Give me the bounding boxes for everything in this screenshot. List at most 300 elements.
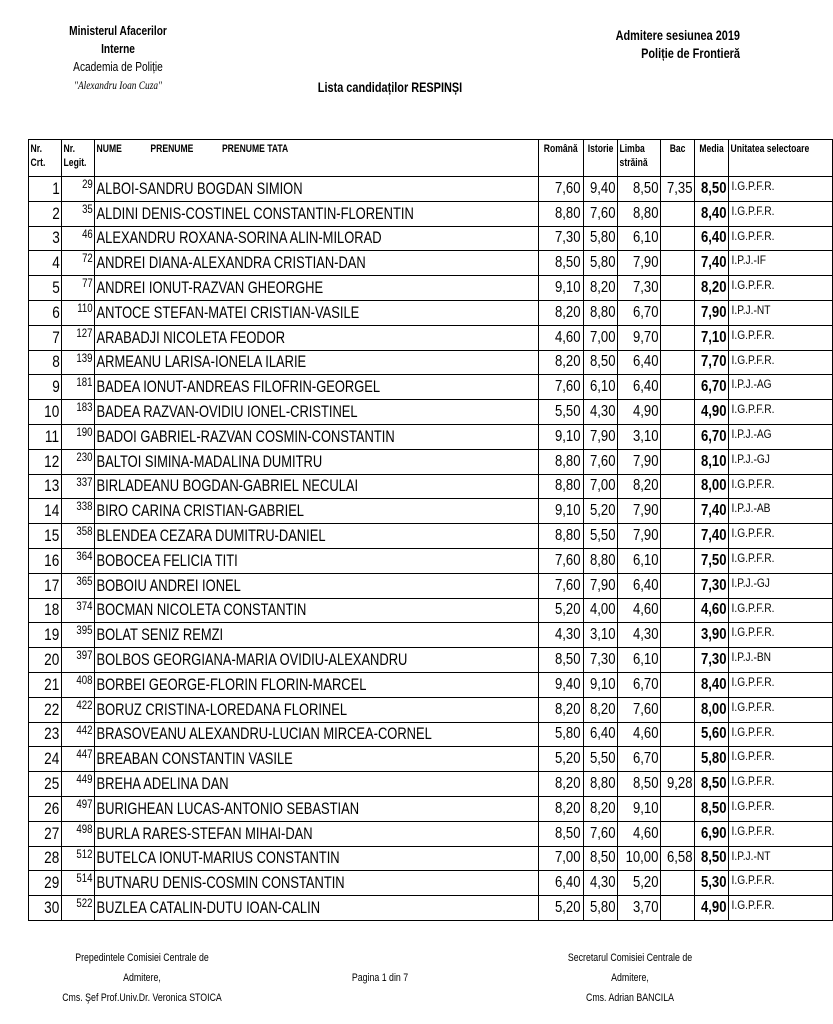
cell-nr-legit: 365 [62,573,95,598]
cell-media: 6,70 [694,375,728,400]
cell-istorie: 7,60 [583,821,617,846]
cell-istorie: 8,50 [583,350,617,375]
col-bac: Bac [660,140,694,177]
table-row [29,251,833,276]
cell-limba-straina: 6,40 [617,573,660,598]
cell-istorie: 8,80 [583,300,617,325]
cell-romana: 8,80 [539,449,583,474]
cell-bac [660,400,694,425]
table-row [29,177,833,202]
cell-candidate-name: BORUZ CRISTINA-LOREDANA FLORINEL [95,697,539,722]
cell-bac [660,375,694,400]
table-row [29,821,833,846]
cell-nr-crt: 10 [29,400,62,425]
cell-candidate-name: BREHA ADELINA DAN [95,772,539,797]
cell-bac [660,697,694,722]
footer-secretary [530,948,730,1008]
table-row [29,648,833,673]
cell-unitatea: I.P.J.-AB [729,499,833,524]
secretary-name: Cms. Adrian BANCILA [585,992,675,1004]
cell-nr-legit: 110 [62,300,95,325]
cell-nr-legit: 35 [62,201,95,226]
cell-romana: 5,20 [539,747,583,772]
cell-nr-crt: 29 [29,871,62,896]
cell-limba-straina: 8,80 [617,201,660,226]
cell-nr-legit: 181 [62,375,95,400]
table-row [29,350,833,375]
cell-limba-straina: 3,10 [617,424,660,449]
cell-media: 7,30 [694,648,728,673]
cell-bac [660,449,694,474]
cell-bac [660,300,694,325]
cell-romana: 8,80 [539,201,583,226]
cell-nr-legit: 338 [62,499,95,524]
cell-bac [660,201,694,226]
cell-bac [660,251,694,276]
cell-istorie: 4,30 [583,871,617,896]
cell-nr-crt: 11 [29,424,62,449]
cell-nr-legit: 449 [62,772,95,797]
cell-nr-legit: 514 [62,871,95,896]
table-body [29,177,833,921]
cell-romana: 5,20 [539,896,583,921]
cell-unitatea: I.G.P.F.R. [729,821,833,846]
cell-media: 8,20 [694,276,728,301]
cell-media: 5,30 [694,871,728,896]
table-row [29,747,833,772]
cell-unitatea: I.P.J.-AG [729,375,833,400]
cell-nr-crt: 9 [29,375,62,400]
cell-romana: 7,60 [539,548,583,573]
cell-istorie: 8,20 [583,276,617,301]
cell-candidate-name: ALBOI-SANDRU BOGDAN SIMION [95,177,539,202]
cell-romana: 9,10 [539,276,583,301]
cell-nr-crt: 28 [29,846,62,871]
cell-unitatea: I.G.P.F.R. [729,672,833,697]
cell-candidate-name: BADEA RAZVAN-OVIDIU IONEL-CRISTINEL [95,400,539,425]
table-row [29,226,833,251]
cell-nr-crt: 24 [29,747,62,772]
cell-media: 7,70 [694,350,728,375]
cell-limba-straina: 4,60 [617,821,660,846]
academy-subname: "Alexandru Ioan Cuza" [74,78,162,92]
cell-nr-crt: 27 [29,821,62,846]
table-row [29,449,833,474]
cell-unitatea: I.P.J.-NT [729,300,833,325]
cell-bac [660,548,694,573]
cell-istorie: 3,10 [583,623,617,648]
cell-unitatea: I.G.P.F.R. [729,747,833,772]
cell-nr-crt: 30 [29,896,62,921]
cell-romana: 7,60 [539,573,583,598]
cell-nr-legit: 497 [62,796,95,821]
cell-bac [660,672,694,697]
cell-media: 8,00 [694,474,728,499]
cell-unitatea: I.G.P.F.R. [729,325,833,350]
cell-limba-straina: 6,10 [617,226,660,251]
cell-candidate-name: BURIGHEAN LUCAS-ANTONIO SEBASTIAN [95,796,539,821]
col-unitatea: Unitatea selectoare [729,140,833,177]
cell-unitatea: I.G.P.F.R. [729,598,833,623]
cell-unitatea: I.G.P.F.R. [729,772,833,797]
cell-romana: 4,30 [539,623,583,648]
cell-romana: 8,50 [539,821,583,846]
cell-unitatea: I.P.J.-AG [729,424,833,449]
cell-romana: 7,60 [539,375,583,400]
cell-bac [660,722,694,747]
cell-nr-legit: 29 [62,177,95,202]
cell-media: 7,10 [694,325,728,350]
cell-media: 5,80 [694,747,728,772]
cell-limba-straina: 4,60 [617,598,660,623]
cell-limba-straina: 8,20 [617,474,660,499]
table-row [29,846,833,871]
cell-nr-legit: 408 [62,672,95,697]
cell-romana: 8,20 [539,796,583,821]
cell-limba-straina: 6,10 [617,648,660,673]
col-limba: Limba străină [617,140,660,177]
cell-nr-legit: 447 [62,747,95,772]
cell-nr-crt: 14 [29,499,62,524]
cell-nr-legit: 190 [62,424,95,449]
cell-nr-legit: 422 [62,697,95,722]
cell-candidate-name: BOLBOS GEORGIANA-MARIA OVIDIU-ALEXANDRU [95,648,539,673]
cell-istorie: 8,20 [583,697,617,722]
cell-nr-crt: 4 [29,251,62,276]
cell-istorie: 8,50 [583,846,617,871]
cell-unitatea: I.G.P.F.R. [729,871,833,896]
cell-istorie: 7,60 [583,201,617,226]
cell-unitatea: I.P.J.-IF [729,251,833,276]
cell-istorie: 4,30 [583,400,617,425]
cell-bac [660,474,694,499]
table-row [29,276,833,301]
cell-istorie: 7,00 [583,325,617,350]
cell-nr-crt: 18 [29,598,62,623]
cell-unitatea: I.G.P.F.R. [729,474,833,499]
cell-istorie: 4,00 [583,598,617,623]
page-title: Lista candidaților RESPINȘI [317,79,463,95]
cell-candidate-name: ALEXANDRU ROXANA-SORINA ALIN-MILORAD [95,226,539,251]
cell-media: 4,90 [694,896,728,921]
cell-nr-crt: 6 [29,300,62,325]
cell-romana: 7,60 [539,177,583,202]
cell-nr-legit: 442 [62,722,95,747]
cell-nr-legit: 46 [62,226,95,251]
cell-limba-straina: 4,90 [617,400,660,425]
cell-bac [660,648,694,673]
president-title: Prepedintele Comisiei Centrale de Admitere, [75,952,209,984]
cell-nr-legit: 337 [62,474,95,499]
cell-nr-legit: 395 [62,623,95,648]
cell-limba-straina: 6,40 [617,350,660,375]
cell-candidate-name: BRASOVEANU ALEXANDRU-LUCIAN MIRCEA-CORNEL [95,722,539,747]
cell-nr-legit: 512 [62,846,95,871]
cell-istorie: 7,60 [583,449,617,474]
cell-unitatea: I.G.P.F.R. [729,697,833,722]
cell-media: 7,90 [694,300,728,325]
footer-president [42,948,242,1008]
cell-media: 7,30 [694,573,728,598]
cell-romana: 5,20 [539,598,583,623]
cell-romana: 9,40 [539,672,583,697]
cell-istorie: 5,80 [583,251,617,276]
cell-unitatea: I.G.P.F.R. [729,623,833,648]
session-title: Admitere sesiunea 2019 [615,27,740,43]
cell-unitatea: I.G.P.F.R. [729,276,833,301]
cell-unitatea: I.G.P.F.R. [729,524,833,549]
table-row [29,623,833,648]
table-row [29,300,833,325]
cell-nr-crt: 12 [29,449,62,474]
cell-unitatea: I.P.J.-NT [729,846,833,871]
cell-nr-legit: 358 [62,524,95,549]
cell-unitatea: I.G.P.F.R. [729,201,833,226]
table-row [29,499,833,524]
cell-istorie: 8,80 [583,772,617,797]
cell-romana: 6,40 [539,871,583,896]
cell-nr-crt: 20 [29,648,62,673]
cell-nr-crt: 17 [29,573,62,598]
cell-candidate-name: BALTOI SIMINA-MADALINA DUMITRU [95,449,539,474]
cell-media: 8,00 [694,697,728,722]
cell-istorie: 6,10 [583,375,617,400]
cell-romana: 8,20 [539,350,583,375]
cell-nr-legit: 127 [62,325,95,350]
cell-candidate-name: ANDREI DIANA-ALEXANDRA CRISTIAN-DAN [95,251,539,276]
cell-romana: 8,20 [539,772,583,797]
table-row [29,896,833,921]
cell-unitatea: I.G.P.F.R. [729,177,833,202]
table-row [29,424,833,449]
cell-media: 3,90 [694,623,728,648]
col-nr-crt: Nr. Crt. [29,140,62,177]
cell-media: 6,90 [694,821,728,846]
cell-limba-straina: 6,40 [617,375,660,400]
table-header-row [29,140,833,177]
cell-media: 6,40 [694,226,728,251]
cell-bac [660,424,694,449]
table-row [29,375,833,400]
cell-bac [660,276,694,301]
cell-bac [660,325,694,350]
cell-bac [660,796,694,821]
cell-bac [660,573,694,598]
cell-bac [660,226,694,251]
cell-limba-straina: 4,60 [617,722,660,747]
cell-media: 8,10 [694,449,728,474]
table-row [29,573,833,598]
col-romana: Română [539,140,583,177]
cell-candidate-name: BIRLADEANU BOGDAN-GABRIEL NECULAI [95,474,539,499]
cell-candidate-name: BIRO CARINA CRISTIAN-GABRIEL [95,499,539,524]
cell-nr-crt: 15 [29,524,62,549]
cell-bac [660,499,694,524]
table-row [29,796,833,821]
cell-romana: 7,00 [539,846,583,871]
cell-nr-legit: 183 [62,400,95,425]
cell-limba-straina: 6,70 [617,747,660,772]
cell-candidate-name: ALDINI DENIS-COSTINEL CONSTANTIN-FLORENTIN [95,201,539,226]
cell-nr-legit: 374 [62,598,95,623]
table-row [29,548,833,573]
cell-unitatea: I.G.P.F.R. [729,796,833,821]
cell-media: 7,40 [694,499,728,524]
cell-candidate-name: BUZLEA CATALIN-DUTU IOAN-CALIN [95,896,539,921]
cell-bac: 6,58 [660,846,694,871]
cell-istorie: 5,50 [583,747,617,772]
cell-unitatea: I.P.J.-GJ [729,573,833,598]
cell-candidate-name: BREABAN CONSTANTIN VASILE [95,747,539,772]
cell-limba-straina: 10,00 [617,846,660,871]
cell-candidate-name: BOBOIU ANDREI IONEL [95,573,539,598]
cell-nr-legit: 72 [62,251,95,276]
cell-nr-legit: 139 [62,350,95,375]
cell-nr-crt: 26 [29,796,62,821]
cell-candidate-name: BUTNARU DENIS-COSMIN CONSTANTIN [95,871,539,896]
cell-limba-straina: 7,60 [617,697,660,722]
session-header [540,26,740,62]
cell-romana: 8,50 [539,648,583,673]
cell-nr-crt: 2 [29,201,62,226]
cell-limba-straina: 6,70 [617,672,660,697]
cell-nr-crt: 8 [29,350,62,375]
cell-romana: 5,80 [539,722,583,747]
institution-header [38,22,198,94]
cell-romana: 8,20 [539,300,583,325]
cell-romana: 9,10 [539,424,583,449]
cell-media: 6,70 [694,424,728,449]
cell-nr-crt: 22 [29,697,62,722]
cell-istorie: 7,90 [583,424,617,449]
cell-istorie: 8,20 [583,796,617,821]
cell-limba-straina: 7,90 [617,499,660,524]
cell-nr-crt: 23 [29,722,62,747]
cell-romana: 8,50 [539,251,583,276]
cell-nr-legit: 77 [62,276,95,301]
cell-limba-straina: 4,30 [617,623,660,648]
cell-limba-straina: 8,50 [617,772,660,797]
cell-istorie: 8,80 [583,548,617,573]
cell-candidate-name: ANDREI IONUT-RAZVAN GHEORGHE [95,276,539,301]
cell-candidate-name: BOLAT SENIZ REMZI [95,623,539,648]
cell-unitatea: I.P.J.-GJ [729,449,833,474]
cell-istorie: 9,10 [583,672,617,697]
table-row [29,400,833,425]
candidates-table [28,139,833,921]
session-section: Poliție de Frontieră [641,45,740,61]
cell-bac: 9,28 [660,772,694,797]
cell-romana: 8,80 [539,474,583,499]
cell-unitatea: I.G.P.F.R. [729,722,833,747]
table-row [29,697,833,722]
cell-istorie: 7,30 [583,648,617,673]
cell-bac [660,623,694,648]
cell-media: 8,40 [694,672,728,697]
ministry-name: Ministerul Afacerilor [69,23,167,38]
cell-bac [660,598,694,623]
ministry-name-cont: Interne [101,41,135,56]
cell-media: 4,60 [694,598,728,623]
table-row [29,325,833,350]
cell-limba-straina: 9,70 [617,325,660,350]
table-row [29,722,833,747]
cell-media: 8,50 [694,177,728,202]
academy-name: Academia de Poliție [73,59,163,74]
cell-limba-straina: 7,90 [617,524,660,549]
table-row [29,772,833,797]
cell-romana: 8,80 [539,524,583,549]
cell-media: 4,90 [694,400,728,425]
cell-media: 8,50 [694,846,728,871]
cell-bac [660,350,694,375]
cell-istorie: 5,50 [583,524,617,549]
table-row [29,672,833,697]
cell-unitatea: I.G.P.F.R. [729,350,833,375]
cell-romana: 7,30 [539,226,583,251]
cell-candidate-name: BLENDEA CEZARA DUMITRU-DANIEL [95,524,539,549]
cell-limba-straina: 7,90 [617,449,660,474]
cell-romana: 5,50 [539,400,583,425]
cell-bac [660,871,694,896]
cell-istorie: 6,40 [583,722,617,747]
cell-bac [660,896,694,921]
cell-nr-crt: 16 [29,548,62,573]
cell-candidate-name: BOCMAN NICOLETA CONSTANTIN [95,598,539,623]
cell-bac [660,821,694,846]
president-name: Cms. Şef Prof.Univ.Dr. Veronica STOICA [62,992,222,1004]
cell-limba-straina: 5,20 [617,871,660,896]
cell-limba-straina: 7,30 [617,276,660,301]
col-istorie: Istorie [583,140,617,177]
cell-istorie: 7,00 [583,474,617,499]
cell-candidate-name: ARMEANU LARISA-IONELA ILARIE [95,350,539,375]
cell-romana: 4,60 [539,325,583,350]
cell-candidate-name: BADEA IONUT-ANDREAS FILOFRIN-GEORGEL [95,375,539,400]
cell-unitatea: I.G.P.F.R. [729,896,833,921]
cell-media: 7,50 [694,548,728,573]
cell-nr-legit: 364 [62,548,95,573]
cell-nr-crt: 5 [29,276,62,301]
cell-bac [660,747,694,772]
cell-romana: 8,20 [539,697,583,722]
cell-nr-crt: 21 [29,672,62,697]
cell-romana: 9,10 [539,499,583,524]
cell-candidate-name: BOBOCEA FELICIA TITI [95,548,539,573]
table-row [29,871,833,896]
cell-candidate-name: BORBEI GEORGE-FLORIN FLORIN-MARCEL [95,672,539,697]
cell-nr-crt: 25 [29,772,62,797]
cell-limba-straina: 9,10 [617,796,660,821]
cell-candidate-name: BURLA RARES-STEFAN MIHAI-DAN [95,821,539,846]
cell-limba-straina: 8,50 [617,177,660,202]
table-row [29,201,833,226]
cell-istorie: 5,80 [583,226,617,251]
cell-nr-legit: 522 [62,896,95,921]
table-row [29,598,833,623]
cell-nr-crt: 13 [29,474,62,499]
cell-istorie: 5,80 [583,896,617,921]
cell-candidate-name: BADOI GABRIEL-RAZVAN COSMIN-CONSTANTIN [95,424,539,449]
cell-limba-straina: 6,10 [617,548,660,573]
cell-limba-straina: 7,90 [617,251,660,276]
cell-nr-crt: 7 [29,325,62,350]
cell-media: 8,50 [694,796,728,821]
cell-media: 8,50 [694,772,728,797]
cell-unitatea: I.G.P.F.R. [729,400,833,425]
cell-media: 7,40 [694,524,728,549]
table-row [29,474,833,499]
